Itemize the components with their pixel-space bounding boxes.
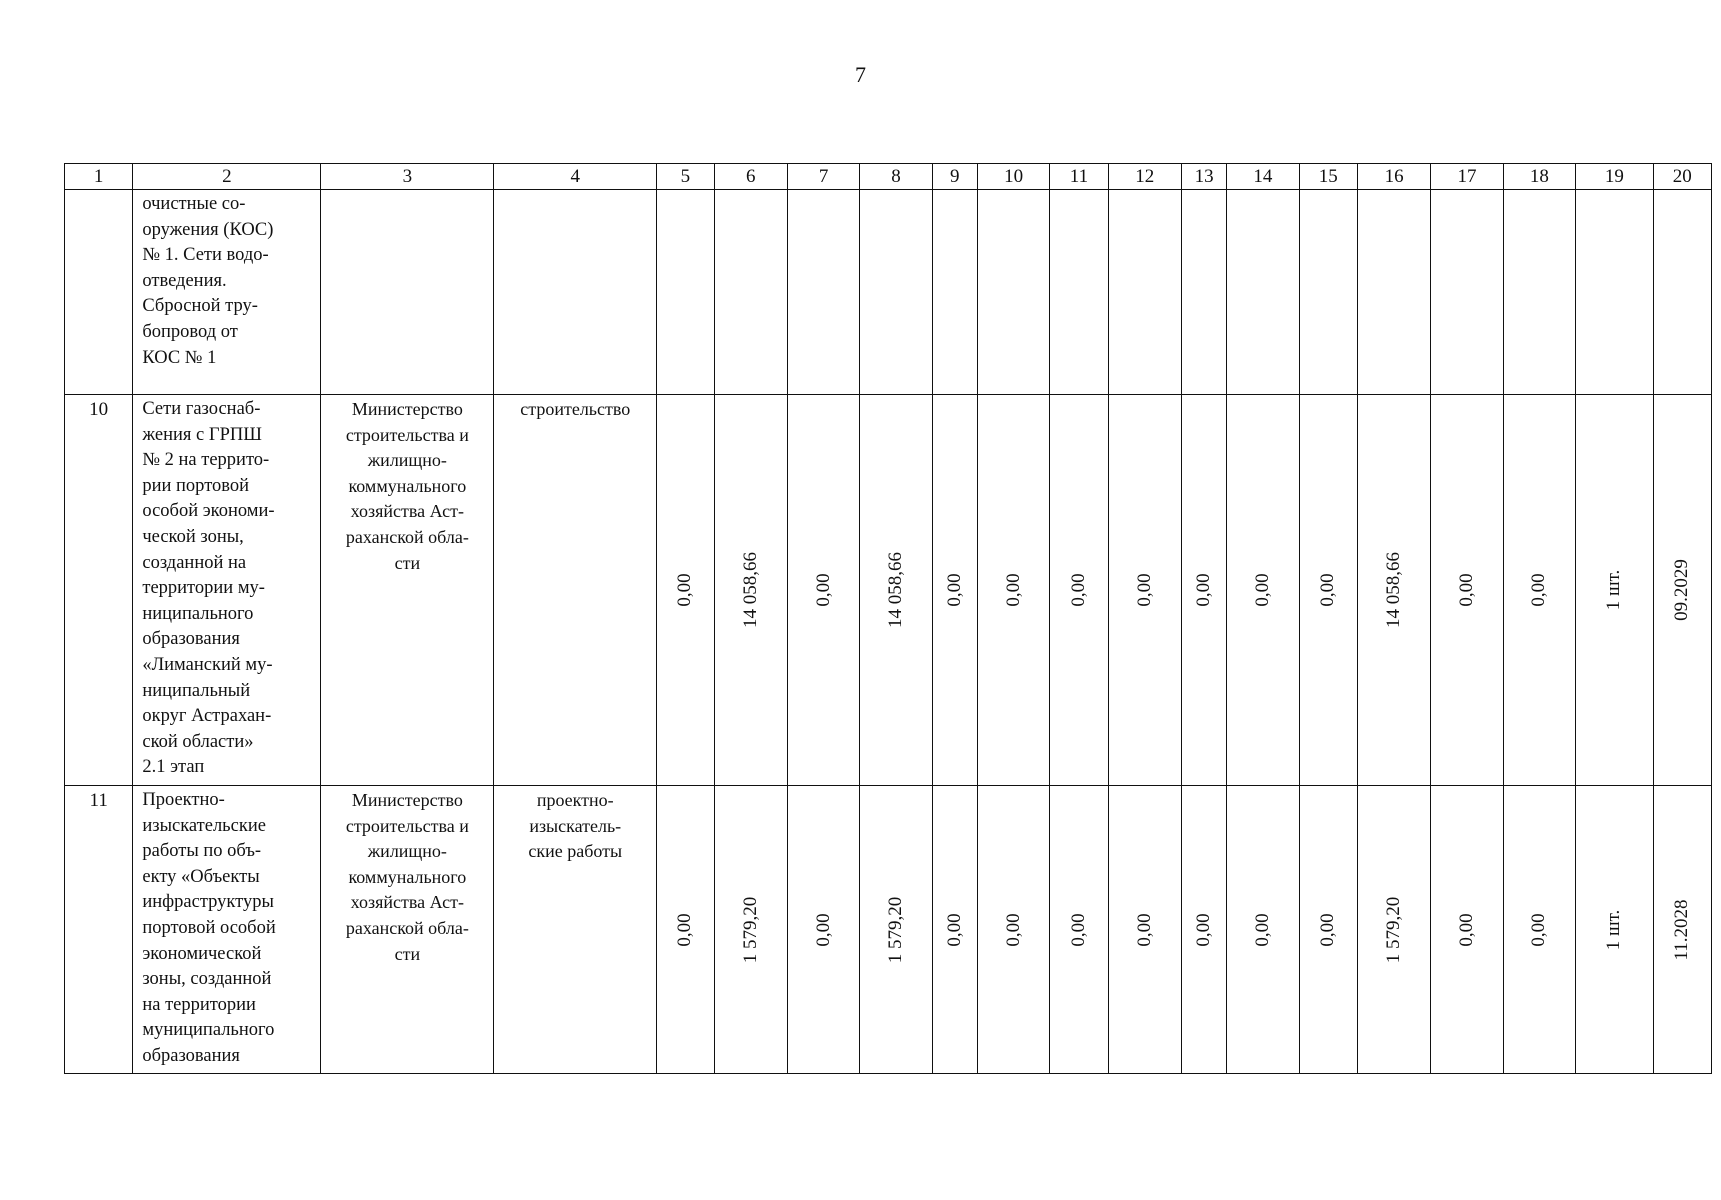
investment-table — [64, 163, 1712, 1074]
description-line: зоны, созданной — [142, 969, 272, 990]
description-cell — [133, 786, 321, 1074]
value-cell — [714, 786, 787, 1074]
value-text: 0,00 — [943, 912, 965, 947]
value-cell — [1357, 786, 1430, 1074]
value-cell — [977, 395, 1049, 786]
value-cell — [977, 786, 1049, 1074]
value-text: 0,00 — [812, 573, 834, 607]
customer-line: Министерство — [351, 790, 463, 810]
value-cell — [1576, 786, 1653, 1074]
value-text: 0,00 — [1133, 912, 1155, 947]
description-cell — [133, 395, 321, 786]
value-cell — [1357, 395, 1430, 786]
value-cell — [860, 395, 932, 786]
description-line: КОС № 1 — [142, 347, 217, 368]
value-cell — [657, 786, 714, 1074]
header-cell: 13 — [1182, 164, 1227, 190]
work-type-cell — [494, 190, 657, 395]
value-cell — [1227, 786, 1299, 1074]
description-line: портовой особой — [142, 917, 276, 938]
value-cell — [1108, 786, 1181, 1074]
customer-line: хозяйства Аст- — [350, 892, 465, 913]
customer-line: сти — [394, 943, 421, 964]
description-line: инфраструктуры — [142, 892, 274, 913]
description-line: территории му- — [142, 578, 265, 599]
value-text: 1 шт. — [1603, 909, 1625, 950]
value-cell — [787, 786, 859, 1074]
work-type-line: проектно- — [536, 790, 614, 810]
value-text: 0,00 — [1133, 573, 1155, 607]
work-type-cell — [494, 395, 657, 786]
header-cell: 19 — [1576, 164, 1653, 190]
customer-line: Министерство — [351, 399, 463, 419]
header-cell: 7 — [787, 164, 859, 190]
customer-line: строительства и — [345, 424, 469, 445]
customer-line: раханской обла- — [345, 526, 469, 547]
value-text: 0,00 — [1528, 573, 1550, 607]
description-line: отведения. — [142, 270, 227, 291]
customer-cell — [321, 395, 494, 786]
description-line: образования — [142, 629, 240, 650]
value-text: 0,00 — [1002, 573, 1024, 607]
header-cell: 3 — [321, 164, 494, 190]
value-cell — [860, 786, 932, 1074]
header-cell: 20 — [1653, 164, 1711, 190]
header-cell: 17 — [1431, 164, 1503, 190]
value-cell — [1050, 786, 1108, 1074]
customer-line: строительства и — [345, 815, 469, 836]
description-line: № 1. Сети водо- — [142, 245, 269, 266]
value-text: 0,00 — [1317, 912, 1339, 947]
value-cell — [1503, 395, 1575, 786]
work-type-line: строительство — [520, 399, 631, 419]
value-text: 0,00 — [1456, 912, 1478, 947]
value-text: 14 058,66 — [884, 552, 906, 628]
description-line: округ Астрахан- — [142, 706, 272, 727]
value-cell — [1503, 786, 1575, 1074]
value-cell — [1227, 395, 1299, 786]
header-row — [65, 164, 1712, 190]
value-cell — [1653, 786, 1711, 1074]
value-text: 0,00 — [1251, 912, 1273, 947]
description-line: ческой зоны, — [142, 526, 244, 547]
header-cell: 14 — [1227, 164, 1299, 190]
value-cell — [657, 395, 714, 786]
value-text: 0,00 — [1067, 573, 1089, 607]
value-text: 14 058,66 — [1383, 552, 1405, 628]
header-cell: 8 — [860, 164, 932, 190]
row-number-cell: 11 — [65, 786, 133, 1074]
value-text: 0,00 — [1193, 573, 1215, 607]
table-row — [65, 395, 1712, 786]
value-cell — [1431, 786, 1503, 1074]
description-line: 2.1 этап — [142, 757, 205, 778]
header-cell: 6 — [714, 164, 787, 190]
customer-line: жилищно- — [367, 841, 447, 862]
value-text: 1 579,20 — [739, 896, 761, 963]
value-text: 0,00 — [1193, 912, 1215, 947]
work-type-cell — [494, 786, 657, 1074]
value-text: 0,00 — [1317, 573, 1339, 607]
header-cell: 4 — [494, 164, 657, 190]
value-text: 11.2028 — [1671, 898, 1693, 961]
value-cell — [787, 395, 859, 786]
description-line: ниципальный — [142, 680, 251, 701]
value-text: 1 579,20 — [884, 896, 906, 963]
header-cell: 16 — [1357, 164, 1430, 190]
value-text: 14 058,66 — [739, 552, 761, 628]
description-line: рии портовой — [142, 475, 250, 496]
work-type-line: изыскатель- — [529, 815, 622, 836]
header-cell: 11 — [1050, 164, 1108, 190]
description-line: образования — [142, 1045, 240, 1066]
customer-line: хозяйства Аст- — [350, 501, 465, 522]
table-row-continuation — [65, 190, 1712, 395]
customer-line: сти — [394, 552, 421, 573]
header-cell: 12 — [1108, 164, 1181, 190]
value-cell — [1050, 395, 1108, 786]
description-line: Сети газоснаб- — [142, 399, 261, 419]
customer-cell — [321, 786, 494, 1074]
value-text: 0,00 — [1002, 912, 1024, 947]
description-line: работы по объ- — [142, 841, 262, 862]
value-cell — [932, 395, 977, 786]
description-line: экономической — [142, 943, 262, 964]
description-line: екту «Объекты — [142, 866, 260, 887]
row-number-cell: 10 — [65, 395, 133, 786]
header-cell: 1 — [65, 164, 133, 190]
description-line: особой экономи- — [142, 501, 275, 522]
description-line: «Лиманский му- — [142, 654, 273, 675]
description-line: Сбросной тру- — [142, 296, 258, 317]
row-number-cell — [65, 190, 133, 395]
header-cell: 10 — [977, 164, 1049, 190]
value-cell — [1299, 395, 1357, 786]
value-text: 0,00 — [812, 912, 834, 947]
header-cell: 9 — [932, 164, 977, 190]
value-text: 1 579,20 — [1383, 896, 1405, 963]
table-row — [65, 786, 1712, 1074]
header-cell: 2 — [133, 164, 321, 190]
description-line: № 2 на террито- — [142, 450, 270, 471]
value-cell — [1431, 395, 1503, 786]
description-line: изыскательские — [142, 815, 266, 836]
customer-line: жилищно- — [367, 450, 447, 471]
customer-line: коммунального — [348, 475, 467, 496]
value-cell — [1108, 395, 1181, 786]
description-line: муниципального — [142, 1020, 275, 1041]
header-cell: 5 — [657, 164, 714, 190]
description-cell — [133, 190, 321, 395]
header-cell: 18 — [1503, 164, 1575, 190]
work-type-line: ские работы — [528, 841, 623, 862]
value-cell — [714, 395, 787, 786]
header-cell: 15 — [1299, 164, 1357, 190]
value-text: 0,00 — [1456, 573, 1478, 607]
value-text: 0,00 — [1251, 573, 1273, 607]
customer-cell — [321, 190, 494, 395]
description-line: бопровод от — [142, 321, 238, 342]
value-text: 0,00 — [943, 573, 965, 607]
description-line: созданной на — [142, 552, 247, 573]
value-text: 0,00 — [674, 912, 696, 947]
description-line: жения с ГРПШ — [142, 424, 262, 445]
description-line: очистные со- — [142, 194, 246, 214]
value-cell — [1182, 395, 1227, 786]
value-cell — [1299, 786, 1357, 1074]
value-cell — [932, 786, 977, 1074]
page-number: 7 — [855, 62, 866, 87]
value-cell — [1576, 395, 1653, 786]
description-line: ниципального — [142, 603, 254, 624]
description-line: оружения (КОС) — [142, 219, 274, 240]
customer-line: коммунального — [348, 866, 467, 887]
value-cell — [1182, 786, 1227, 1074]
description-line: Проектно- — [142, 790, 225, 810]
value-text: 0,00 — [1067, 912, 1089, 947]
value-cell — [1653, 395, 1711, 786]
customer-line: раханской обла- — [345, 917, 469, 938]
value-text: 0,00 — [1528, 912, 1550, 947]
value-text: 1 шт. — [1603, 569, 1625, 611]
value-text: 0,00 — [674, 573, 696, 607]
description-line: ской области» — [142, 731, 254, 752]
value-text: 09.2029 — [1671, 559, 1693, 621]
description-line: на территории — [142, 994, 256, 1015]
